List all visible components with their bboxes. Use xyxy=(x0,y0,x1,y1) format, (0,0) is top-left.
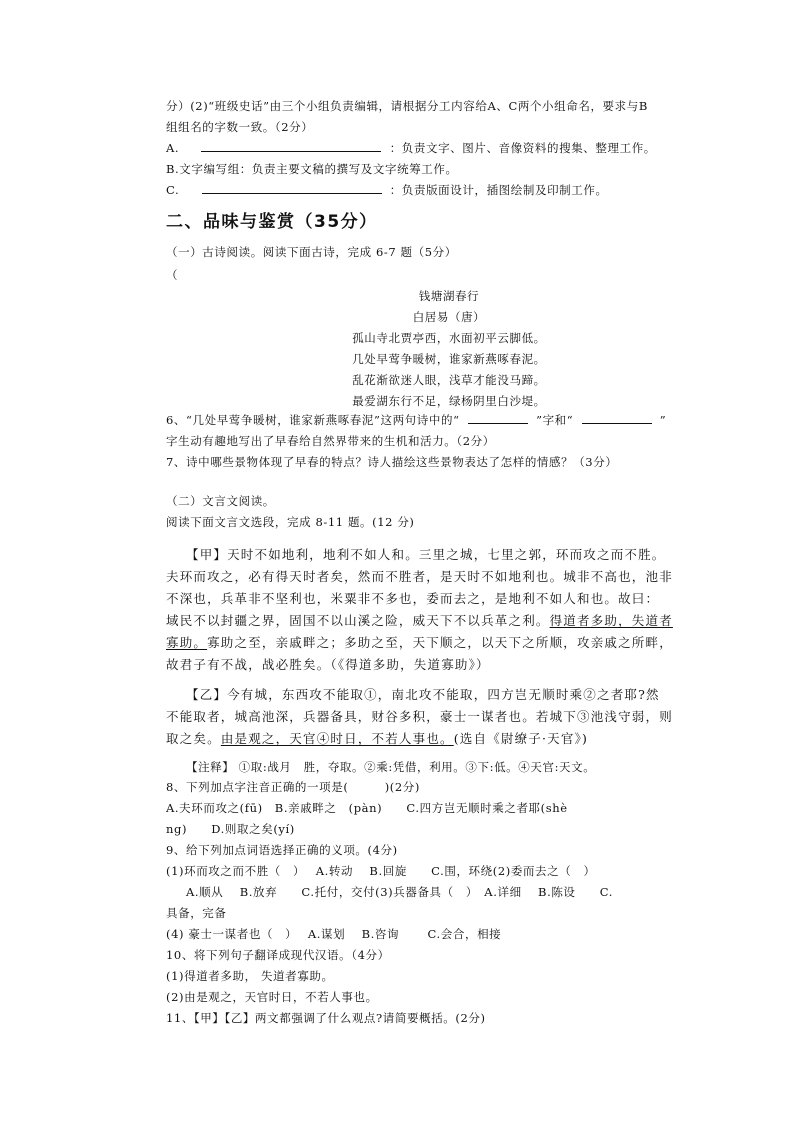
section2-heading: 二、品味与鉴赏（35分） xyxy=(166,212,378,232)
q9-line1: 9、给下列加点词语选择正确的义项。(4分) xyxy=(166,843,398,857)
jia-line: 故君子有不战，战必胜矣。（《得道多助，失道寡助》） xyxy=(166,657,490,672)
poem-line: 最爱湖东行不足，绿杨阴里白沙堤。 xyxy=(352,394,546,408)
jia-line-5 xyxy=(166,633,732,653)
yi-underlined-sentence: 由是观之，天官④时日，不若人事也。 xyxy=(220,731,454,746)
yi-line-3 xyxy=(166,729,732,749)
q9-line3: A.顺从 B.放弃 C.托付，交付(3)兵器备具（ ） A.详细 B.陈设 C. xyxy=(186,885,613,899)
classical-intro: （二）文言文阅读。 xyxy=(166,494,275,508)
jia-line-4 xyxy=(166,611,732,631)
jia-line: 【甲】天时不如地利，地利不如人和。三里之城，七里之郭，环而攻之而不胜。 xyxy=(186,547,666,562)
poem-paren: （ xyxy=(166,268,179,282)
q5-a-label: A. xyxy=(166,141,180,155)
q5-option-b: B.文字编写组：负责主要文稿的撰写及文字统筹工作。 xyxy=(166,162,458,176)
classical-instruction: 阅读下面文言文选段，完成 8-11 题。(12 分) xyxy=(166,515,415,529)
poem-line: 乱花渐欲迷人眼，浅草才能没马蹄。 xyxy=(352,373,546,387)
q9-line4: 具备，完备 xyxy=(166,906,227,920)
q6-blank-2[interactable] xyxy=(582,411,652,424)
q8-line2: A.夫环而攻之(fū) B.亲戚畔之 (pàn) C.四方岂无顺时乘之者耶(shè xyxy=(166,801,568,815)
q5-option-c xyxy=(166,180,732,200)
poem-line: 孤山寺北贾亭西，水面初平云脚低。 xyxy=(352,331,546,345)
jia-line: 不深也，兵革非不坚利也，米粟非不多也，委而去之，是地利不如人和也。故曰： xyxy=(166,591,660,606)
poem-title: 钱塘湖春行 xyxy=(418,289,480,303)
yi-text: 取之矣。 xyxy=(166,731,221,746)
notes: 【注释】 ①取:战月 胜，夺取。②乘:凭借，利用。③下:低。④天官:天文。 xyxy=(186,760,596,774)
q5-c-blank[interactable] xyxy=(202,181,382,194)
q5-a-blank[interactable] xyxy=(201,139,381,152)
q5-line1: 分）(2)“班级史话”由三个小组负责编辑，请根据分工内容给A、C两个小组命名，要求与B xyxy=(166,99,648,113)
q8-line3: ng) D.则取之矣(yí) xyxy=(166,822,295,836)
q7-text: 7、诗中哪些景物体现了早春的特点？诗人描绘这些景物表达了怎样的情感？（3分） xyxy=(166,455,618,469)
jia-line: 夫环而攻之，必有得天时者矣，然而不胜者，是天时不如地利也。城非不高也，池非 xyxy=(166,569,673,584)
q11-text: 11、【甲】【乙】两文都强调了什么观点?请简要概括。(2分) xyxy=(166,1011,486,1025)
q5-c-label: C. xyxy=(166,183,180,197)
jia-underlined-sentence: 寡助。 xyxy=(166,635,208,650)
q6-part1: 6、“几处早莺争暖树，谁家新燕啄春泥”这两句诗中的“ xyxy=(166,413,460,427)
q5-line2: 组组名的字数一致。（2分） xyxy=(166,120,314,134)
yi-line: 不能取者，城高池深，兵器备具，财谷多积，豪士一谋者也。若城下③池浅守弱，则 xyxy=(166,709,673,724)
q10-line3: (2)由是观之，天官时日，不若人事也。 xyxy=(166,990,378,1004)
poem-line: 几处早莺争暖树，谁家新燕啄春泥。 xyxy=(352,352,546,366)
q9-line5: (4) 豪士一谋者也（ ） A.谋划 B.咨询 C.会合，相接 xyxy=(166,927,502,941)
q6-part2: ”字和“ xyxy=(536,413,574,427)
q6-part3: ” xyxy=(659,413,667,427)
q5-c-text: ：负责版面设计，插图绘制及印制工作。 xyxy=(389,183,608,197)
q5-a-text: ：负责文字、图片、音像资料的搜集、整理工作。 xyxy=(389,141,656,155)
q10-line2: (1)得道者多助， 失道者寡助。 xyxy=(166,969,334,983)
jia-text: 域民不以封疆之界，固国不以山溪之险，威天下不以兵革之利。 xyxy=(166,613,550,628)
yi-line: 【乙】今有城，东西攻不能取①，南北攻不能取，四方岂无顺时乘②之者耶?然 xyxy=(186,687,660,702)
poem-intro: （一）古诗阅读。阅读下面古诗，完成 6-7 题（5分） xyxy=(166,245,457,259)
q8-line1: 8、下列加点字注音正确的一项是( )(2分) xyxy=(166,780,420,794)
q10-line1: 10、将下列句子翻译成现代汉语。（4分） xyxy=(166,948,390,962)
q5-option-a xyxy=(166,138,732,158)
jia-underlined-sentence: 得道者多助，失道者 xyxy=(549,613,673,628)
q9-line2: (1)环而攻之而不胜（ ） A.转动 B.回旋 C.围，环绕(2)委而去之（ ） xyxy=(166,864,596,878)
q6-line1 xyxy=(166,410,732,430)
q6-blank-1[interactable] xyxy=(468,411,528,424)
yi-source: (选自《尉缭子·天官》) xyxy=(453,731,589,746)
q6-line2: 字生动有趣地写出了早春给自然界带来的生机和活力。（2分） xyxy=(166,434,495,448)
poem-author: 白居易（唐） xyxy=(412,310,486,324)
jia-text: 寡助之至，亲戚畔之；多助之至，天下顺之，以天下之所顺，攻亲戚之所畔， xyxy=(207,635,673,650)
